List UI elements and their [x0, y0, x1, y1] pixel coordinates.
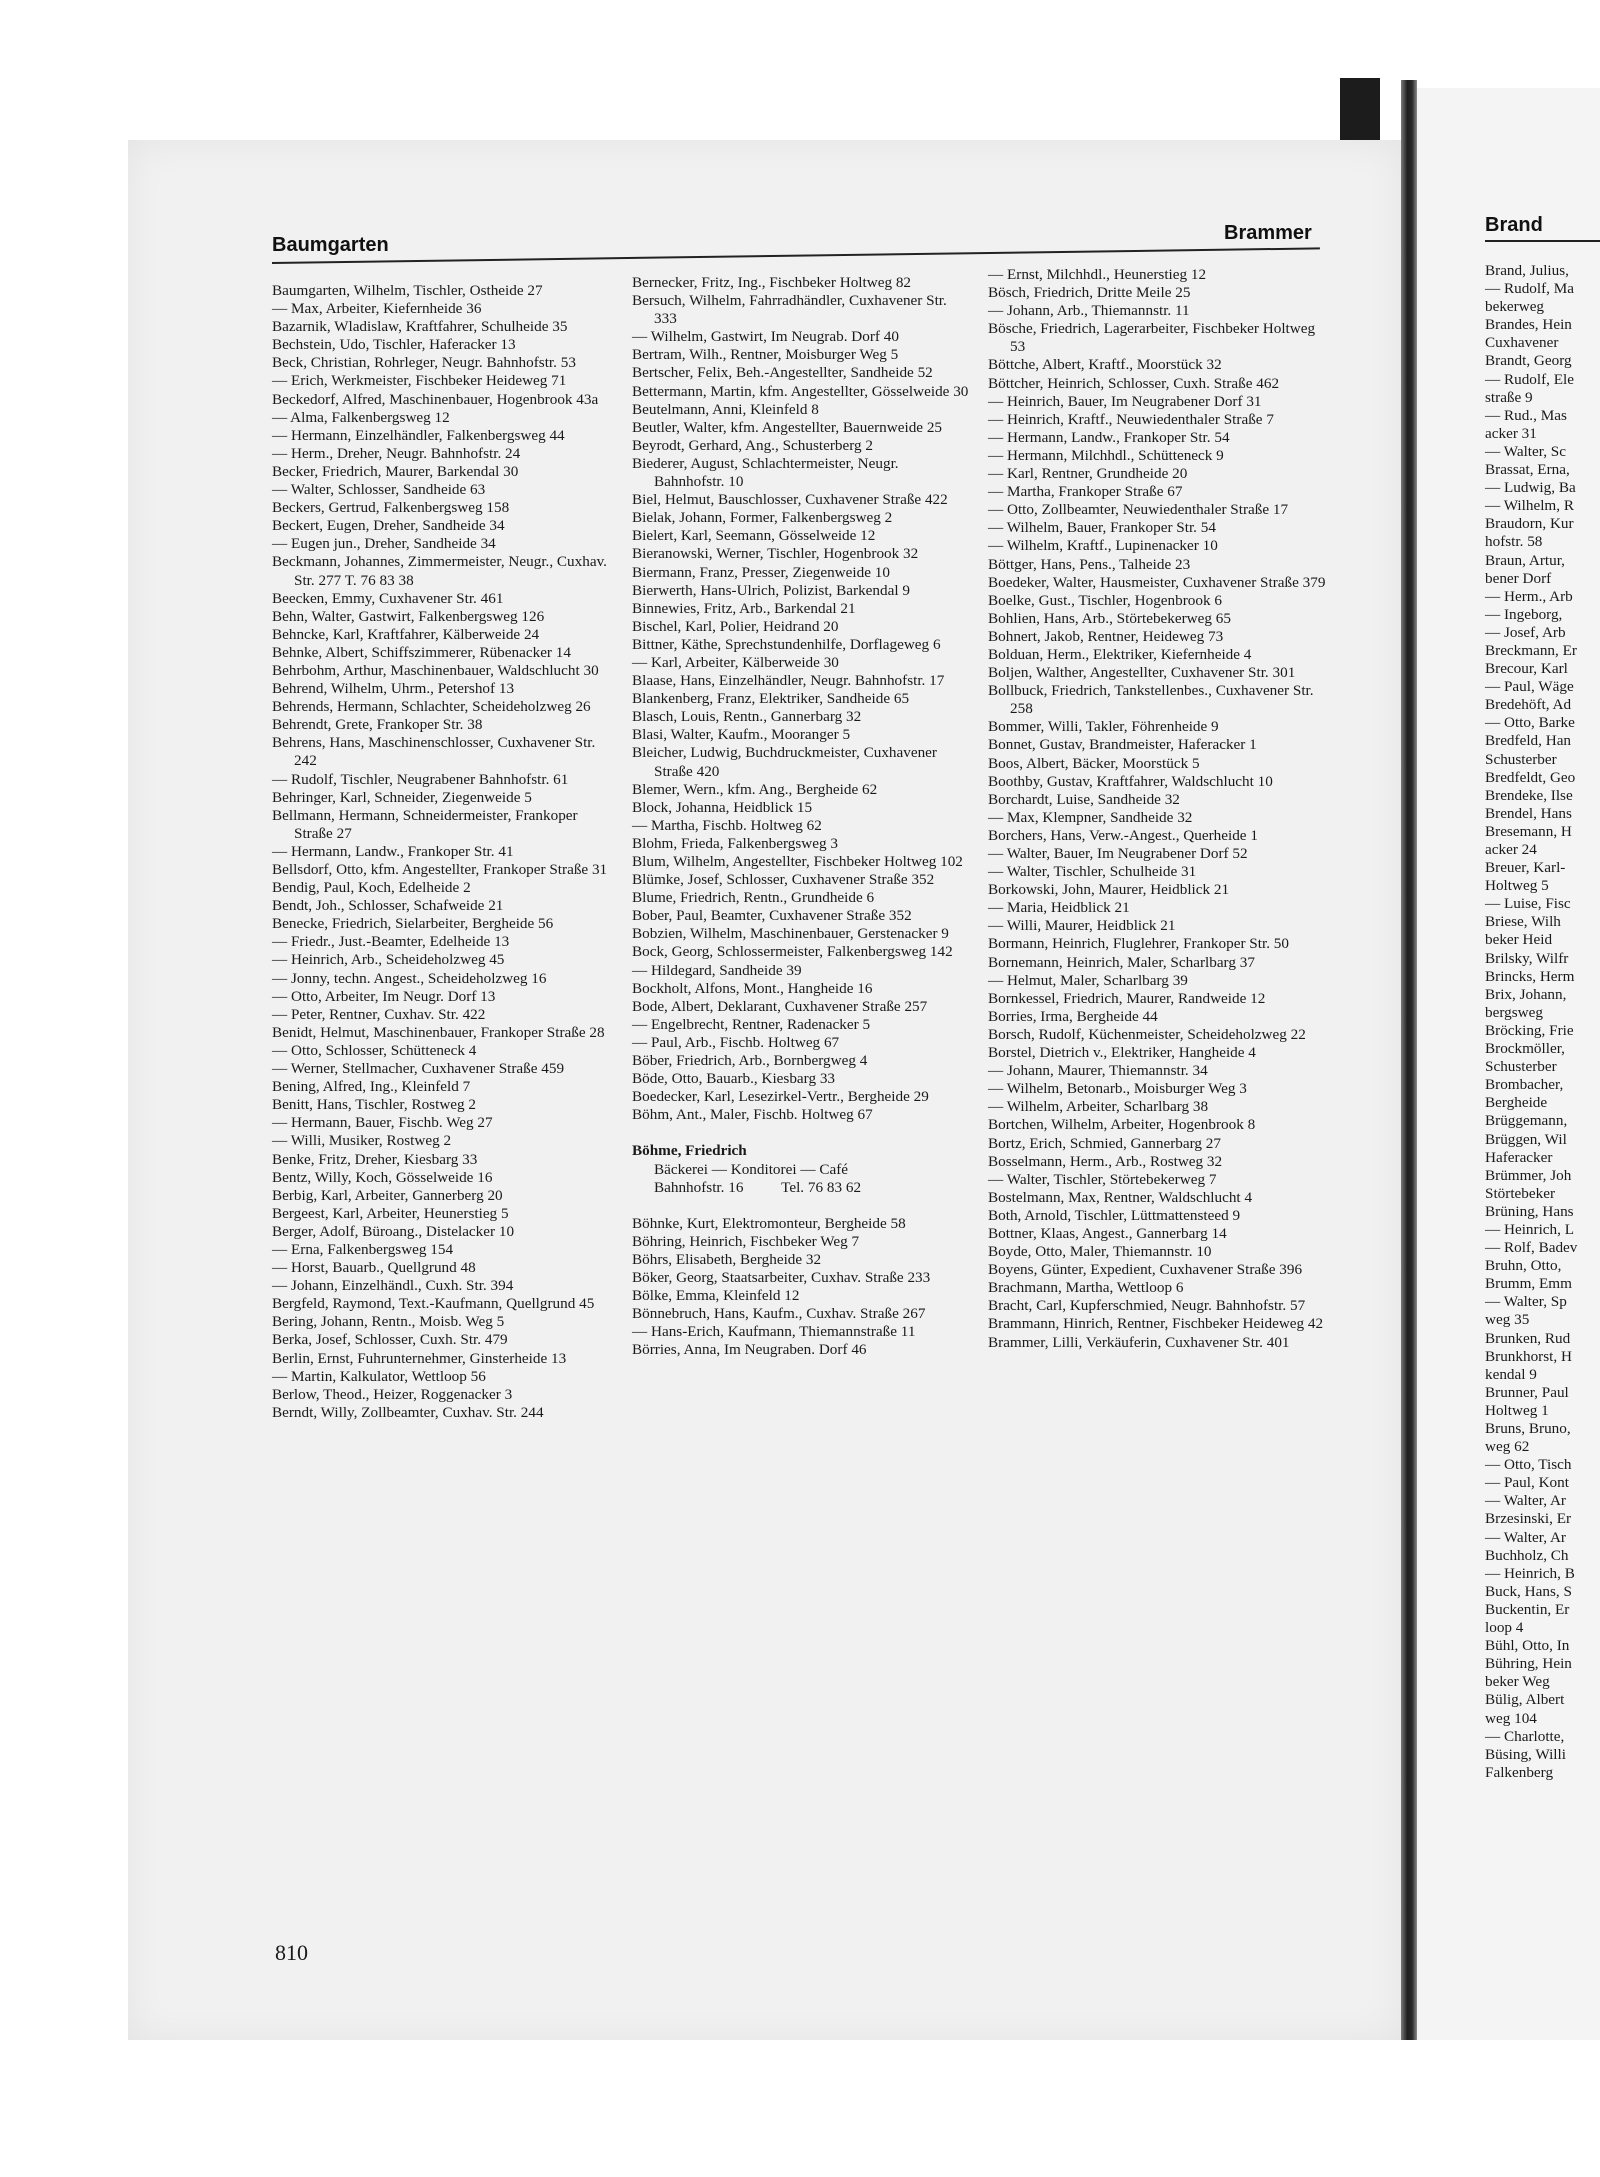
directory-entry: Brendel, Hans: [1485, 804, 1572, 822]
directory-entry: Bredfeldt, Geo: [1485, 768, 1576, 786]
directory-entry: Böttger, Hans, Pens., Talheide 23: [988, 555, 1191, 573]
directory-entry: Bening, Alfred, Ing., Kleinfeld 7: [272, 1078, 471, 1096]
directory-entry: Biel, Helmut, Bauschlosser, Cuxhavener Straße 422: [632, 491, 948, 509]
directory-entry: Behrends, Hermann, Schlachter, Scheideholzweg 26: [272, 698, 591, 716]
directory-entry: Berlow, Theod., Heizer, Roggenacker 3: [272, 1385, 513, 1403]
directory-entry: — Ludwig, Ba: [1485, 479, 1576, 497]
directory-entry: Böker, Georg, Staatsarbeiter, Cuxhav. Straße 233: [632, 1268, 931, 1286]
directory-entry: Blankenberg, Franz, Elektriker, Sandheide 65: [632, 690, 910, 708]
directory-entry: — Karl, Rentner, Grundheide 20: [988, 465, 1188, 483]
directory-entry: Brecour, Karl: [1485, 660, 1568, 678]
directory-entry: Bendig, Paul, Koch, Edelheide 2: [272, 879, 471, 897]
directory-entry: — Peter, Rentner, Cuxhav. Str. 422: [272, 1005, 486, 1023]
directory-entry: Brüggemann,: [1485, 1112, 1568, 1130]
directory-entry: Brombacher,: [1485, 1076, 1564, 1094]
directory-entry: Beckers, Gertrud, Falkenbergsweg 158: [272, 499, 510, 517]
directory-entry: Benidt, Helmut, Maschinenbauer, Frankoper Straße 28: [272, 1023, 605, 1041]
directory-entry: weg 104: [1485, 1709, 1537, 1727]
directory-entry: Berlin, Ernst, Fuhrunternehmer, Ginsterheide 13: [272, 1349, 567, 1367]
directory-entry: Bostelmann, Max, Rentner, Waldschlucht 4: [988, 1188, 1253, 1206]
directory-entry: Bülig, Albert: [1485, 1691, 1565, 1709]
directory-entry: Behringer, Karl, Schneider, Ziegenweide 5: [272, 788, 532, 806]
directory-entry: Baumgarten, Wilhelm, Tischler, Ostheide 27: [272, 282, 543, 299]
directory-entry: — Rudolf, Ele: [1485, 370, 1575, 388]
directory-entry: Block, Johanna, Heidblick 15: [632, 798, 813, 816]
directory-entry: Bazarnik, Wladislaw, Kraftfahrer, Schulheide 35: [272, 318, 568, 336]
directory-entry: — Karl, Arbeiter, Kälberweide 30: [632, 653, 839, 671]
directory-entry: Brüggen, Wil: [1485, 1130, 1567, 1148]
directory-entry: Bösch, Friedrich, Dritte Meile 25: [988, 284, 1191, 302]
directory-entry: Falkenberg: [1485, 1763, 1554, 1781]
directory-entry: — Josef, Arb: [1485, 623, 1566, 641]
directory-entry: Böhring, Heinrich, Fischbeker Weg 7: [632, 1232, 860, 1250]
directory-entry: — Martin, Kalkulator, Wettloop 56: [272, 1367, 486, 1385]
directory-entry: Behn, Walter, Gastwirt, Falkenbergsweg 126: [272, 607, 545, 625]
directory-entry: Boyde, Otto, Maler, Thiemannstr. 10: [988, 1243, 1212, 1261]
directory-entry: Böhm, Ant., Maler, Fischb. Holtweg 67: [632, 1106, 873, 1124]
directory-entry: Beckert, Eugen, Dreher, Sandheide 34: [272, 517, 505, 535]
directory-entry: Bierwerth, Hans-Ulrich, Polizist, Barkendal 9: [632, 581, 910, 599]
directory-entry: straße 9: [1485, 388, 1533, 406]
directory-entry: — Maria, Heidblick 21: [988, 899, 1130, 917]
directory-entry: — Otto, Arbeiter, Im Neugr. Dorf 13: [272, 987, 496, 1005]
directory-entry: — Alma, Falkenbergsweg 12: [272, 408, 450, 426]
directory-entry: Brand, Julius,: [1485, 262, 1569, 279]
directory-entry: — Willi, Musiker, Rostweg 2: [272, 1132, 452, 1150]
directory-entry: Breuer, Karl-: [1485, 859, 1566, 877]
directory-entry: — Wilhelm, Kraftf., Lupinenacker 10: [988, 537, 1218, 555]
business-advertisement: [632, 1142, 972, 1196]
directory-entry: acker 24: [1485, 841, 1537, 858]
directory-entry: Schusterber: [1485, 1058, 1557, 1076]
directory-entry: weg 35: [1485, 1311, 1530, 1329]
directory-entry: — Herm., Arb: [1485, 587, 1573, 605]
directory-entry: Bertram, Wilh., Rentner, Moisburger Weg 5: [632, 346, 899, 364]
directory-entry: — Rolf, Badev: [1485, 1239, 1578, 1257]
directory-entry: Bobzien, Wilhelm, Maschinenbauer, Gerstenacker 9: [632, 925, 949, 943]
directory-entry: Beecken, Emmy, Cuxhavener Str. 461: [272, 589, 504, 607]
directory-entry: Böhrs, Elisabeth, Bergheide 32: [632, 1250, 822, 1268]
directory-entry: Blümke, Josef, Schlosser, Cuxhavener Straße 352: [632, 871, 935, 889]
directory-entry: — Horst, Bauarb., Quellgrund 48: [272, 1259, 476, 1277]
directory-entry: Böttche, Albert, Kraftf., Moorstück 32: [988, 356, 1222, 374]
directory-entry: Behrendt, Grete, Frankoper Str. 38: [272, 716, 483, 734]
directory-entry: Brachmann, Martha, Wettloop 6: [988, 1279, 1184, 1297]
directory-entry: Bischel, Karl, Polier, Heidrand 20: [632, 617, 839, 635]
directory-entry: — Johann, Arb., Thiemannstr. 11: [988, 302, 1190, 320]
directory-entry: Bühring, Hein: [1485, 1655, 1572, 1673]
directory-entry: Brzesinski, Er: [1485, 1510, 1572, 1528]
directory-entry: Bober, Paul, Beamter, Cuxhavener Straße 352: [632, 907, 912, 925]
directory-entry: Brunner, Paul: [1485, 1383, 1569, 1401]
column-2: [632, 274, 972, 1359]
directory-entry: Bröcking, Frie: [1485, 1021, 1574, 1039]
directory-entry: Bleicher, Ludwig, Buchdruckmeister, Cuxhavener Straße 420: [632, 744, 941, 780]
directory-entry: Bieranowski, Werner, Tischler, Hogenbrook 32: [632, 545, 919, 563]
directory-entry: Bendt, Joh., Schlosser, Schafweide 21: [272, 897, 504, 915]
directory-entry: — Martha, Frankoper Straße 67: [988, 483, 1183, 501]
directory-entry: Haferacker: [1485, 1148, 1553, 1166]
directory-entry: — Heinrich, Arb., Scheideholzweg 45: [272, 951, 505, 969]
directory-entry: Bredfeld, Han: [1485, 732, 1572, 750]
directory-entry: — Friedr., Just.-Beamter, Edelheide 13: [272, 933, 510, 951]
directory-entry: Binnewies, Fritz, Arb., Barkendal 21: [632, 599, 856, 617]
directory-entry: — Wilhelm, Bauer, Frankoper Str. 54: [988, 519, 1216, 537]
column-2-entries: [632, 274, 972, 1124]
directory-entry: Brammann, Hinrich, Rentner, Fischbeker Heideweg 42: [988, 1315, 1324, 1333]
directory-entry: — Ingeborg,: [1485, 605, 1563, 623]
directory-entry: — Otto, Zollbeamter, Neuwiedenthaler Straße 17: [988, 501, 1289, 519]
directory-entry: Beutelmann, Anni, Kleinfeld 8: [632, 400, 819, 418]
directory-entry: — Paul, Arb., Fischb. Holtweg 67: [632, 1033, 840, 1051]
directory-entry: Holtweg 1: [1485, 1401, 1549, 1419]
directory-entry: Beckedorf, Alfred, Maschinenbauer, Hogenbrook 43a: [272, 390, 599, 408]
directory-entry: — Hermann, Bauer, Fischb. Weg 27: [272, 1114, 493, 1132]
directory-entry: Störtebeker: [1485, 1184, 1556, 1202]
directory-entry: — Rud., Mas: [1485, 406, 1567, 424]
directory-entry: Bonnet, Gustav, Brandmeister, Haferacker 1: [988, 736, 1257, 754]
directory-entry: Bellsdorf, Otto, kfm. Angestellter, Frankoper Straße 31: [272, 861, 608, 878]
directory-entry: Beck, Christian, Rohrleger, Neugr. Bahnhofstr. 53: [272, 354, 576, 372]
directory-entry: Böde, Otto, Bauarb., Kiesbarg 33: [632, 1070, 836, 1088]
directory-entry: — Hermann, Landw., Frankoper Str. 41: [272, 842, 514, 860]
dark-edge-strip: [1340, 78, 1380, 142]
directory-entry: Both, Arnold, Tischler, Lüttmattensteed 9: [988, 1206, 1241, 1224]
running-head-next-page: Brand: [1485, 214, 1543, 236]
directory-entry: Bruns, Bruno,: [1485, 1420, 1571, 1437]
directory-entry: Brix, Johann,: [1485, 985, 1567, 1003]
directory-entry: Boos, Albert, Bäcker, Moorstück 5: [988, 754, 1200, 772]
directory-entry: — Hans-Erich, Kaufmann, Thiemannstraße 11: [632, 1323, 916, 1341]
directory-entry: bener Dorf: [1485, 569, 1552, 587]
directory-entry: — Johann, Maurer, Thiemannstr. 34: [988, 1062, 1208, 1080]
directory-entry: — Luise, Fisc: [1485, 895, 1571, 913]
directory-entry: Bellmann, Hermann, Schneidermeister, Frankoper Straße 27: [272, 806, 582, 842]
directory-entry: Bersuch, Wilhelm, Fahrradhändler, Cuxhavener Str. 333: [632, 292, 951, 328]
directory-entry: kendal 9: [1485, 1365, 1537, 1383]
directory-entry: Buck, Hans, S: [1485, 1582, 1572, 1600]
directory-entry: hofstr. 58: [1485, 533, 1543, 551]
directory-entry: Benecke, Friedrich, Sielarbeiter, Bergheide 56: [272, 915, 554, 933]
directory-entry: Blasi, Walter, Kaufm., Mooranger 5: [632, 726, 851, 744]
directory-entry: Blemer, Wern., kfm. Ang., Bergheide 62: [632, 780, 878, 798]
directory-entry: — Walter, Tischler, Störtebekerweg 7: [988, 1170, 1217, 1188]
directory-entry: Blohm, Frieda, Falkenbergsweg 3: [632, 834, 838, 852]
directory-entry: Beyrodt, Gerhard, Ang., Schusterberg 2: [632, 436, 873, 454]
directory-entry: Bracht, Carl, Kupferschmied, Neugr. Bahnhofstr. 57: [988, 1297, 1306, 1315]
directory-entry: — Wilhelm, Gastwirt, Im Neugrab. Dorf 40: [632, 328, 899, 346]
directory-entry: Borchers, Hans, Verw.-Angest., Querheide 1: [988, 826, 1258, 844]
directory-entry: — Herm., Dreher, Neugr. Bahnhofstr. 24: [272, 444, 521, 462]
directory-entry: Borries, Irma, Bergheide 44: [988, 1007, 1158, 1025]
directory-entry: bergsweg: [1485, 1003, 1543, 1021]
directory-entry: Bortz, Erich, Schmied, Gannerbarg 27: [988, 1134, 1221, 1152]
directory-entry: Buckentin, Er: [1485, 1600, 1570, 1618]
directory-entry: — Erna, Falkenbergsweg 154: [272, 1240, 454, 1258]
directory-entry: Brandt, Georg: [1485, 352, 1572, 370]
directory-entry: Brassat, Erna,: [1485, 461, 1570, 479]
directory-entry: — Walter, Sc: [1485, 442, 1566, 460]
directory-entry: Bockholt, Alfons, Mont., Hangheide 16: [632, 979, 873, 997]
directory-entry: — Walter, Bauer, Im Neugrabener Dorf 52: [988, 845, 1248, 862]
directory-entry: — Wilhelm, Arbeiter, Scharlbarg 38: [988, 1098, 1209, 1116]
directory-entry: Behncke, Karl, Kraftfahrer, Kälberweide 24: [272, 625, 540, 643]
directory-entry: Blum, Wilhelm, Angestellter, Fischbeker Holtweg 102: [632, 853, 963, 870]
directory-entry: Berka, Josef, Schlosser, Cuxh. Str. 479: [272, 1331, 508, 1349]
next-page-column: [1485, 262, 1600, 1782]
directory-entry: Brümmer, Joh: [1485, 1166, 1572, 1184]
spacer: [632, 1124, 972, 1142]
directory-entry: — Wilhelm, Betonarb., Moisburger Weg 3: [988, 1080, 1247, 1098]
directory-entry: — Otto, Schlosser, Schütteneck 4: [272, 1041, 477, 1059]
directory-entry: Bornkessel, Friedrich, Maurer, Randweide 12: [988, 989, 1266, 1007]
directory-entry: Bock, Georg, Schlossermeister, Falkenbergsweg 142: [632, 943, 953, 961]
directory-entry: Bohlien, Hans, Arb., Störtebekerweg 65: [988, 609, 1231, 627]
directory-entry: Behnke, Albert, Schiffszimmerer, Rübenacker 14: [272, 643, 571, 661]
directory-entry: Schusterber: [1485, 750, 1557, 768]
directory-entry: Bortchen, Wilhelm, Arbeiter, Hogenbrook 8: [988, 1116, 1256, 1134]
directory-entry: — Walter, Tischler, Schulheide 31: [988, 863, 1197, 881]
directory-entry: Braudorn, Kur: [1485, 515, 1574, 533]
directory-entry: Bettermann, Martin, kfm. Angestellter, Gösselweide 30: [632, 382, 969, 400]
directory-entry: — Max, Arbeiter, Kiefernheide 36: [272, 300, 482, 318]
directory-entry: Brincks, Herm: [1485, 967, 1575, 985]
directory-entry: — Walter, Ar: [1485, 1528, 1566, 1546]
directory-entry: Bertscher, Felix, Beh.-Angestellter, Sandheide 52: [632, 364, 933, 382]
directory-entry: — Hermann, Landw., Frankoper Str. 54: [988, 428, 1230, 446]
directory-entry: — Heinrich, B: [1485, 1564, 1575, 1582]
directory-entry: Bruhn, Otto,: [1485, 1257, 1562, 1275]
directory-entry: Bollbuck, Friedrich, Tankstellenbes., Cuxhavener Str. 258: [988, 682, 1318, 718]
running-head-left: Baumgarten: [272, 234, 389, 256]
advertisement-name: Böhme, Friedrich: [632, 1142, 747, 1160]
directory-entry: Benitt, Hans, Tischler, Rostweg 2: [272, 1096, 477, 1114]
directory-entry: — Werner, Stellmacher, Cuxhavener Straße 459: [272, 1060, 565, 1078]
directory-entry: Boothby, Gustav, Kraftfahrer, Waldschlucht 10: [988, 772, 1273, 790]
directory-entry: — Hildegard, Sandheide 39: [632, 961, 802, 979]
directory-entry: Brandes, Hein: [1485, 316, 1572, 334]
directory-entry: — Heinrich, Bauer, Im Neugrabener Dorf 31: [988, 392, 1262, 410]
directory-entry: Biermann, Franz, Presser, Ziegenweide 10: [632, 563, 890, 581]
directory-entry: Blume, Friedrich, Rentn., Grundheide 6: [632, 889, 875, 907]
directory-entry: beker Weg: [1485, 1673, 1550, 1691]
directory-entry: Brunkhorst, H: [1485, 1347, 1572, 1365]
directory-entry: Böttcher, Heinrich, Schlosser, Cuxh. Straße 462: [988, 374, 1280, 392]
directory-entry: Beutler, Walter, kfm. Angestellter, Bauernweide 25: [632, 418, 943, 436]
directory-entry: Brunken, Rud: [1485, 1329, 1571, 1347]
directory-entry: — Johann, Einzelhändl., Cuxh. Str. 394: [272, 1277, 514, 1295]
directory-entry: — Max, Klempner, Sandheide 32: [988, 808, 1193, 826]
directory-entry: Brockmöller,: [1485, 1040, 1565, 1058]
advertisement-line-2: Bahnhofstr. 16 Tel. 76 83 62: [654, 1178, 862, 1196]
directory-entry: Brilsky, Wilfr: [1485, 949, 1569, 967]
directory-entry: Beckmann, Johannes, Zimmermeister, Neugr., Cuxhav. Str. 277 T. 76 83 38: [272, 553, 611, 589]
directory-entry: Boedecker, Karl, Lesezirkel-Vertr., Bergheide 29: [632, 1088, 929, 1106]
directory-entry: Böber, Friedrich, Arb., Bornbergweg 4: [632, 1052, 868, 1070]
directory-entry: — Erich, Werkmeister, Fischbeker Heideweg 71: [272, 372, 567, 390]
directory-entry: Bösche, Friedrich, Lagerarbeiter, Fischbeker Holtweg 53: [988, 320, 1319, 356]
directory-entry: — Martha, Fischb. Holtweg 62: [632, 816, 822, 834]
column-2-entries-after-ad: [632, 1215, 972, 1360]
directory-entry: loop 4: [1485, 1619, 1524, 1637]
directory-entry: Behrend, Wilhelm, Uhrm., Petershof 13: [272, 680, 515, 698]
directory-entry: Cuxhavener: [1485, 334, 1559, 352]
directory-entry: Bönnebruch, Hans, Kaufm., Cuxhav. Straße 267: [632, 1305, 926, 1323]
directory-entry: beker Heid: [1485, 931, 1553, 949]
directory-entry: Bühl, Otto, In: [1485, 1637, 1570, 1655]
directory-entry: — Charlotte,: [1485, 1727, 1565, 1745]
directory-entry: Benke, Fritz, Dreher, Kiesbarg 33: [272, 1150, 478, 1168]
directory-entry: Bommer, Willi, Takler, Föhrenheide 9: [988, 718, 1219, 736]
header-rule-next-page: [1485, 240, 1600, 242]
running-head-right: Brammer: [1224, 222, 1312, 244]
directory-entry: — Walter, Sp: [1485, 1293, 1567, 1311]
column-1: [272, 282, 612, 1422]
directory-entry: Bergeest, Karl, Arbeiter, Heunerstieg 5: [272, 1204, 509, 1222]
directory-entry: Bergheide: [1485, 1094, 1548, 1112]
directory-entry: Buchholz, Ch: [1485, 1546, 1569, 1564]
directory-entry: — Hermann, Einzelhändler, Falkenbergsweg 44: [272, 426, 565, 444]
directory-entry: Boyens, Günter, Expedient, Cuxhavener Straße 396: [988, 1261, 1303, 1279]
directory-entry: — Eugen jun., Dreher, Sandheide 34: [272, 535, 496, 553]
directory-entry: — Walter, Ar: [1485, 1492, 1566, 1510]
directory-entry: Blasch, Louis, Rentn., Gannerbarg 32: [632, 708, 862, 726]
column-3: [988, 266, 1328, 1352]
directory-entry: Biederer, August, Schlachtermeister, Neugr. Bahnhofstr. 10: [632, 454, 903, 491]
directory-entry: Brumm, Emm: [1485, 1275, 1572, 1293]
directory-entry: — Ernst, Milchhdl., Heunerstieg 12: [988, 266, 1207, 283]
directory-entry: Borsch, Rudolf, Küchenmeister, Scheideholzweg 22: [988, 1025, 1306, 1043]
directory-entry: Bering, Johann, Rentn., Moisb. Weg 5: [272, 1313, 505, 1331]
directory-entry: Berndt, Willy, Zollbeamter, Cuxhav. Str. 244: [272, 1403, 544, 1421]
directory-entry: Behrens, Hans, Maschinenschlosser, Cuxhavener Str. 242: [272, 734, 600, 770]
directory-entry: — Rudolf, Tischler, Neugrabener Bahnhofstr. 61: [272, 770, 569, 788]
directory-entry: — Heinrich, L: [1485, 1220, 1574, 1238]
directory-entry: Berbig, Karl, Arbeiter, Gannerberg 20: [272, 1186, 503, 1204]
directory-entry: Bohnert, Jakob, Rentner, Heideweg 73: [988, 627, 1224, 645]
directory-entry: Becker, Friedrich, Maurer, Barkendal 30: [272, 462, 519, 480]
directory-entry: Borstel, Dietrich v., Elektriker, Hangheide 4: [988, 1044, 1256, 1062]
directory-entry: Boelke, Gust., Tischler, Hogenbrook 6: [988, 591, 1222, 609]
directory-entry: Bernecker, Fritz, Ing., Fischbeker Holtweg 82: [632, 274, 912, 291]
directory-entry: Berger, Adolf, Büroang., Distelacker 10: [272, 1222, 515, 1240]
directory-entry: Bode, Albert, Deklarant, Cuxhavener Straße 257: [632, 997, 928, 1015]
directory-entry: Brammer, Lilli, Verkäuferin, Cuxhavener Str. 401: [988, 1333, 1290, 1351]
directory-entry: Bentz, Willy, Koch, Gösselweide 16: [272, 1168, 493, 1186]
directory-entry: Briese, Wilh: [1485, 913, 1561, 931]
directory-entry: Behrbohm, Arthur, Maschinenbauer, Waldschlucht 30: [272, 661, 599, 679]
directory-entry: — Walter, Schlosser, Sandheide 63: [272, 481, 486, 499]
directory-entry: — Otto, Barke: [1485, 714, 1575, 732]
directory-entry: Breckmann, Er: [1485, 641, 1577, 659]
advertisement-line-1: Bäckerei — Konditorei — Café: [654, 1160, 848, 1178]
directory-entry: Brendeke, Ilse: [1485, 786, 1573, 804]
directory-entry: Bredehöft, Ad: [1485, 696, 1572, 714]
directory-entry: acker 31: [1485, 424, 1537, 442]
directory-entry: Bresemann, H: [1485, 822, 1572, 840]
directory-entry: Holtweg 5: [1485, 877, 1549, 895]
directory-entry: Blaase, Hans, Einzelhändler, Neugr. Bahnhofstr. 17: [632, 672, 945, 690]
spacer: [632, 1197, 972, 1215]
directory-entry: Bölke, Emma, Kleinfeld 12: [632, 1287, 800, 1305]
directory-entry: Bielert, Karl, Seemann, Gösselweide 12: [632, 527, 876, 545]
directory-entry: Büsing, Willi: [1485, 1745, 1566, 1763]
directory-entry: — Otto, Tisch: [1485, 1456, 1572, 1474]
directory-entry: Boljen, Walther, Angestellter, Cuxhavener Str. 301: [988, 664, 1296, 682]
book-spine: [1401, 80, 1417, 2040]
directory-entry: — Heinrich, Kraftf., Neuwiedenthaler Straße 7: [988, 410, 1274, 428]
directory-entry: Borchardt, Luise, Sandheide 32: [988, 790, 1180, 808]
directory-entry: Bechstein, Udo, Tischler, Haferacker 13: [272, 336, 516, 354]
directory-entry: Bittner, Käthe, Sprechstundenhilfe, Dorflageweg 6: [632, 635, 941, 653]
directory-entry: — Paul, Wäge: [1485, 678, 1574, 696]
directory-entry: — Wilhelm, R: [1485, 497, 1574, 515]
directory-entry: Boedeker, Walter, Hausmeister, Cuxhavener Straße 379: [988, 573, 1326, 591]
directory-entry: Bottner, Klaas, Angest., Gannerbarg 14: [988, 1224, 1227, 1242]
directory-entry: — Helmut, Maler, Scharlbarg 39: [988, 971, 1188, 989]
directory-entry: Bielak, Johann, Former, Falkenbergsweg 2: [632, 509, 893, 527]
directory-entry: Bormann, Heinrich, Fluglehrer, Frankoper Str. 50: [988, 935, 1289, 953]
directory-entry: — Willi, Maurer, Heidblick 21: [988, 917, 1176, 935]
directory-entry: weg 62: [1485, 1438, 1530, 1456]
directory-entry: Bosselmann, Herm., Arb., Rostweg 32: [988, 1152, 1223, 1170]
directory-entry: Braun, Artur,: [1485, 551, 1565, 569]
directory-entry: — Rudolf, Ma: [1485, 280, 1575, 298]
directory-entry: Böhnke, Kurt, Elektromonteur, Bergheide 58: [632, 1214, 906, 1232]
directory-entry: — Paul, Kont: [1485, 1474, 1569, 1492]
directory-entry: Brüning, Hans: [1485, 1202, 1574, 1220]
directory-entry: Bolduan, Herm., Elektriker, Kiefernheide 4: [988, 645, 1252, 663]
directory-entry: — Hermann, Milchhdl., Schütteneck 9: [988, 446, 1224, 464]
directory-entry: — Jonny, techn. Angest., Scheideholzweg 16: [272, 969, 547, 987]
directory-entry: — Engelbrecht, Rentner, Radenacker 5: [632, 1015, 871, 1033]
directory-entry: bekerweg: [1485, 298, 1545, 316]
directory-entry: Bergfeld, Raymond, Text.-Kaufmann, Quellgrund 45: [272, 1295, 595, 1313]
directory-entry: Bornemann, Heinrich, Maler, Scharlbarg 37: [988, 953, 1255, 971]
directory-entry: Borkowski, John, Maurer, Heidblick 21: [988, 881, 1230, 899]
directory-entry: Börries, Anna, Im Neugraben. Dorf 46: [632, 1341, 867, 1359]
page-number: 810: [275, 1940, 308, 1965]
